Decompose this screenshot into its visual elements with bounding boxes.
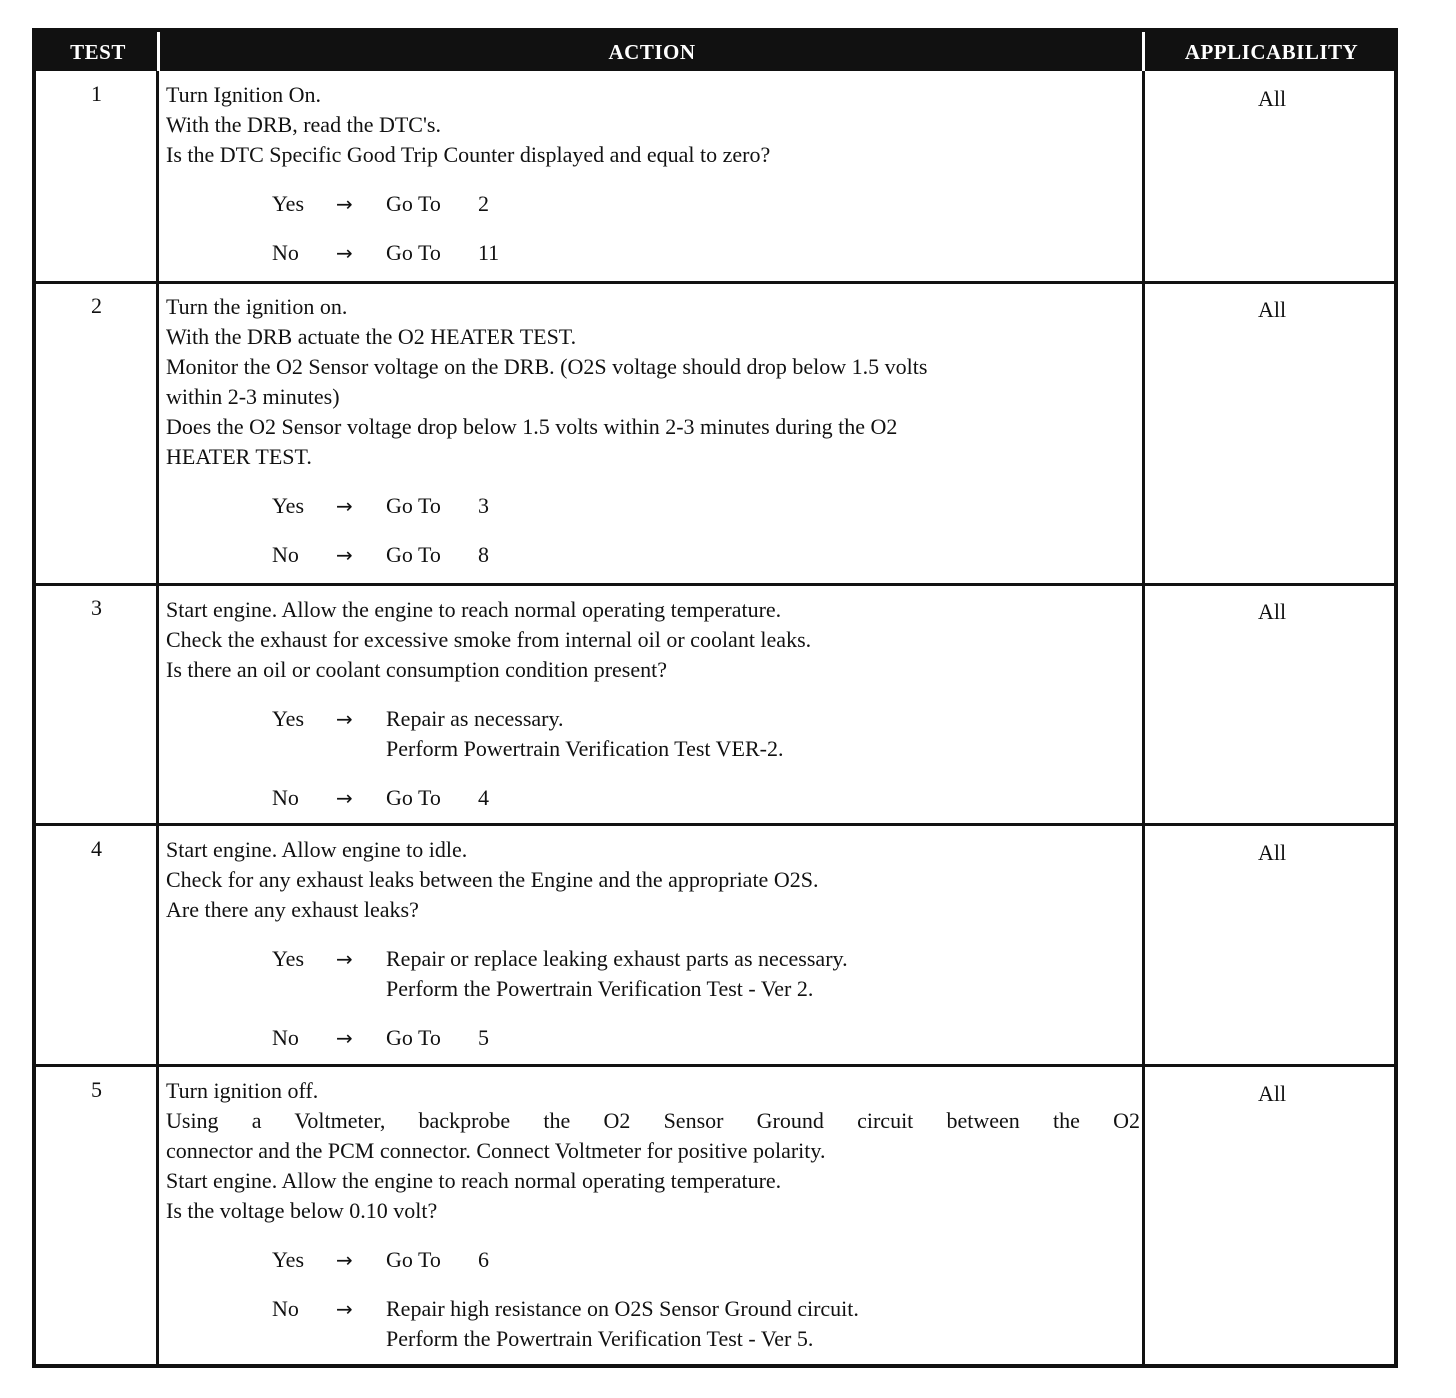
header-action: ACTION: [608, 40, 696, 64]
goto-target: 5: [478, 1025, 489, 1050]
action-cell: [166, 80, 1140, 268]
test-number: 4: [91, 836, 102, 861]
arrow-icon: →: [336, 1026, 353, 1050]
no-result: [166, 1294, 1140, 1354]
result-text: Perform the Powertrain Verification Test - Ver 2.: [386, 976, 814, 1001]
no-label: No: [272, 785, 299, 810]
no-result: [166, 238, 1140, 268]
result-text: Repair as necessary.: [386, 706, 564, 731]
action-line: Start engine. Allow the engine to reach normal operating temperature.: [166, 597, 782, 622]
result-text: Repair high resistance on O2S Sensor Ground circuit.: [386, 1296, 859, 1321]
goto-label: Go To: [386, 240, 441, 265]
applicability-value: All: [1257, 840, 1287, 865]
action-line: With the DRB, read the DTC's.: [166, 112, 441, 137]
applicability-value: All: [1257, 599, 1287, 624]
table-header: [36, 32, 1394, 71]
test-number: 1: [91, 81, 102, 106]
yes-result: [166, 704, 1140, 764]
goto-label: Go To: [386, 191, 441, 216]
no-result: [166, 540, 1140, 570]
action-line: Turn the ignition on.: [166, 294, 348, 319]
action-line: With the DRB actuate the O2 HEATER TEST.: [166, 324, 577, 349]
action-line: Is the voltage below 0.10 volt?: [166, 1198, 438, 1223]
yes-result: [166, 944, 1140, 1004]
row-divider: [36, 583, 1394, 586]
row-divider: [36, 823, 1394, 826]
arrow-icon: →: [336, 707, 353, 731]
header-applicability: APPLICABILITY: [1184, 40, 1359, 64]
action-line: Start engine. Allow engine to idle.: [166, 837, 468, 862]
yes-label: Yes: [272, 946, 305, 971]
yes-label: Yes: [272, 1247, 305, 1272]
action-line: Using a Voltmeter, backprobe the O2 Sensor Ground circuit between the O2: [166, 1108, 1140, 1133]
applicability-value: All: [1257, 1081, 1287, 1106]
goto-target: 6: [478, 1247, 489, 1272]
arrow-icon: →: [336, 947, 353, 971]
column-divider-action: [1142, 71, 1145, 1368]
action-cell: [166, 595, 1140, 813]
applicability-value: All: [1257, 297, 1287, 322]
no-label: No: [272, 1296, 299, 1321]
goto-label: Go To: [386, 1025, 441, 1050]
goto-label: Go To: [386, 785, 441, 810]
no-label: No: [272, 240, 299, 265]
action-line: Does the O2 Sensor voltage drop below 1.5 volts within 2-3 minutes during the O2: [166, 414, 898, 439]
action-line: Turn ignition off.: [166, 1078, 319, 1103]
action-line: HEATER TEST.: [166, 444, 312, 469]
yes-result: [166, 491, 1140, 521]
goto-label: Go To: [386, 493, 441, 518]
action-line: Start engine. Allow the engine to reach normal operating temperature.: [166, 1168, 782, 1193]
row-divider: [36, 281, 1394, 284]
action-cell: [166, 292, 1140, 570]
arrow-icon: →: [336, 494, 353, 518]
action-line: Monitor the O2 Sensor voltage on the DRB. (O2S voltage should drop below 1.5 volts: [166, 354, 928, 379]
arrow-icon: →: [336, 543, 353, 567]
goto-target: 8: [478, 542, 489, 567]
action-cell: [166, 835, 1140, 1053]
test-number: 3: [91, 595, 102, 620]
goto-target: 3: [478, 493, 489, 518]
arrow-icon: →: [336, 1248, 353, 1272]
arrow-icon: →: [336, 1297, 353, 1321]
diagnostic-table: [32, 28, 1398, 1368]
arrow-icon: →: [336, 192, 353, 216]
action-line: Check for any exhaust leaks between the Engine and the appropriate O2S.: [166, 867, 819, 892]
no-label: No: [272, 1025, 299, 1050]
goto-target: 2: [478, 191, 489, 216]
no-result: [166, 1023, 1140, 1053]
test-number: 2: [91, 293, 102, 318]
applicability-value: All: [1257, 86, 1287, 111]
arrow-icon: →: [336, 241, 353, 265]
action-line: Are there any exhaust leaks?: [166, 897, 419, 922]
goto-target: 4: [478, 785, 489, 810]
test-number: 5: [91, 1077, 102, 1102]
header-test: TEST: [70, 40, 126, 64]
yes-label: Yes: [272, 493, 305, 518]
action-line: Is there an oil or coolant consumption condition present?: [166, 657, 667, 682]
no-result: [166, 783, 1140, 813]
action-cell: [166, 1076, 1140, 1354]
yes-result: [166, 189, 1140, 219]
goto-label: Go To: [386, 542, 441, 567]
arrow-icon: →: [336, 786, 353, 810]
goto-label: Go To: [386, 1247, 441, 1272]
no-label: No: [272, 542, 299, 567]
action-line: Check the exhaust for excessive smoke from internal oil or coolant leaks.: [166, 627, 812, 652]
action-line: Is the DTC Specific Good Trip Counter displayed and equal to zero?: [166, 142, 771, 167]
goto-target: 11: [478, 240, 500, 265]
action-line: Turn Ignition On.: [166, 82, 322, 107]
row-divider: [36, 1064, 1394, 1067]
result-text: Repair or replace leaking exhaust parts as necessary.: [386, 946, 848, 971]
yes-label: Yes: [272, 191, 305, 216]
yes-label: Yes: [272, 706, 305, 731]
result-text: Perform Powertrain Verification Test VER-2.: [386, 736, 784, 761]
action-line: connector and the PCM connector. Connect Voltmeter for positive polarity.: [166, 1138, 826, 1163]
column-divider-test: [156, 71, 159, 1368]
yes-result: [166, 1245, 1140, 1275]
action-line: within 2-3 minutes): [166, 384, 340, 409]
result-text: Perform the Powertrain Verification Test - Ver 5.: [386, 1326, 814, 1351]
